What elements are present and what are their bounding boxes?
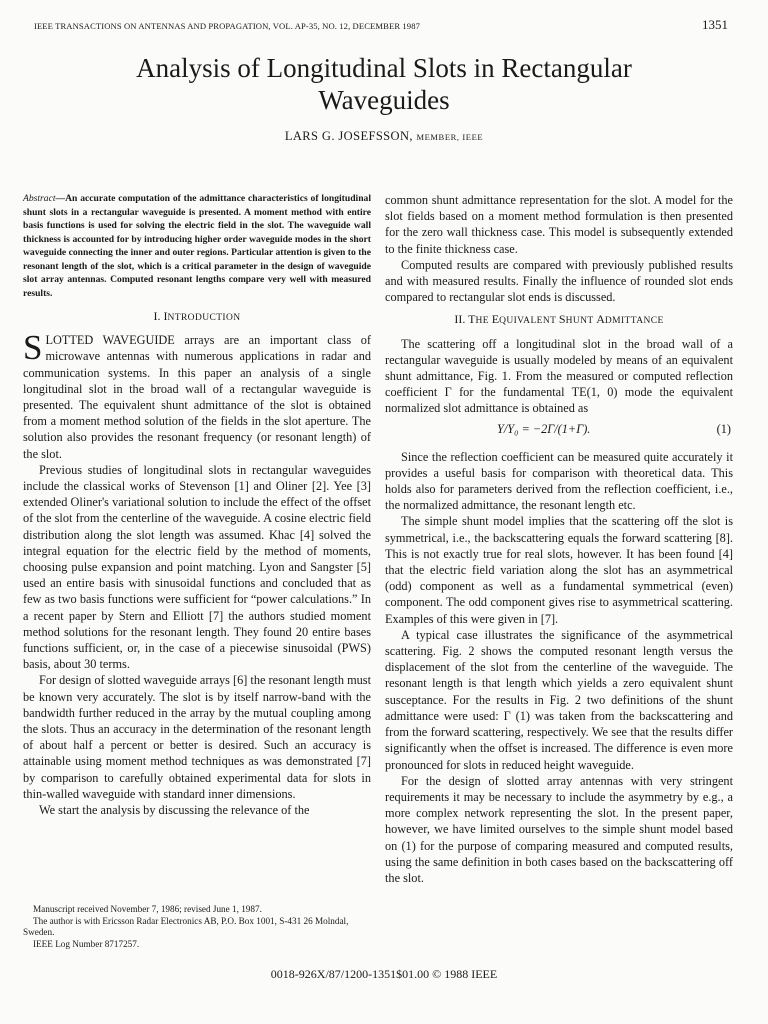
page-number: 1351: [702, 17, 728, 32]
shunt-paragraph-2: Since the reflection coefficient can be measured quite accurately it provides a useful basis for comparison with theoretical data. This holds also for parameters derived from the reflection coefficient, i.e., the normalized admittance, the resonant length etc.: [385, 449, 733, 513]
footnote-log: IEEE Log Number 8717257.: [33, 938, 140, 949]
paper-title: [40, 52, 728, 116]
section-heading-introduction: [23, 308, 371, 326]
shunt-paragraph-5: For the design of slotted array antennas with very stringent requirements it may be necessary to include the asymmetry by e.g., a more complex network representing the slot. In the present paper, however, we have limited ourselves to the simple shunt model based on (1) for the purpose of comparing measured and computed results, using the same definition in both cases based on the backscattering off the slot.: [385, 773, 733, 885]
section-rest: NTRODUCTION: [167, 313, 241, 323]
intro-paragraph-1: [23, 328, 371, 462]
section2-initial-3: S: [558, 312, 566, 327]
equation-1: [385, 421, 733, 443]
shunt-paragraph-1: The scattering off a longitudinal slot in the broad wall of a rectangular waveguide is usually modeled by means of an equivalent shunt admittance, Fig. 1. From the measured or computed reflection coefficient Γ for the fundamental TE(1, 0) mode the equivalent normalized slot admittance is obtained as: [385, 336, 733, 416]
intro-paragraph-6: Computed results are compared with previously published results and with measured results. Finally the influence of rounded slot ends compared to rectangular slot ends is discussed.: [385, 257, 733, 305]
section2-initial-4: A: [596, 312, 605, 327]
equation-body: Y/Y₀ = −2Γ/(1+Γ).: [497, 421, 591, 436]
section-heading-shunt-admittance: [385, 311, 733, 329]
abstract: [23, 192, 371, 300]
journal-header: IEEE TRANSACTIONS ON ANTENNAS AND PROPAGATION, VOL. AP-35, NO. 12, DECEMBER 1987: [34, 21, 420, 31]
section2-rest-4: DMITTANCE: [604, 316, 664, 327]
shunt-paragraph-4: A typical case illustrates the significance of the asymmetrical scattering. Fig. 2 shows the computed resonant length versus the displacement of the slot from the centerline of the waveguide. The resonant length is that length which yields a zero equivalent shunt susceptance. For the results in Fig. 2 two definitions of the shunt admittance were used: Γ (1) was taken from the backscattering and from the forward scattering, respectively. We see that the results differ significantly when the offset is increased. The difference is even more pronounced for slots in reduced height waveguide.: [385, 627, 733, 772]
drop-cap: S: [23, 328, 43, 368]
title-line-1: Analysis of Longitudinal Slots in Rectangular: [136, 53, 632, 83]
intro-paragraph-5: common shunt admittance representation for the slot. A model for the slot fields based on a moment method formulation is then presented for the zero wall thickness case. This model is subsequently extended to the finite thickness case.: [385, 193, 733, 256]
shunt-paragraph-3: The simple shunt model implies that the scattering off the slot is symmetrical, i.e., the backscattering equals the forward scattering [8]. This is not exactly true for real slots, however. It has been found [4] that the electric field variation along the slot has an asymmetrical (odd) component as well as a fundamental symmetrical (even) component. The odd component gives rise to asymmetrical scattering. Examples of this were given in [7].: [385, 514, 733, 626]
intro-paragraph-4: We start the analysis by discussing the relevance of the: [39, 803, 310, 818]
title-line-2: Waveguides: [318, 85, 450, 115]
author-name: LARS G. JOSEFSSON,: [284, 129, 413, 143]
intro-paragraph-1-text: LOTTED WAVEGUIDE arrays are an important class of microwave antennas with numerous applications in radar and communication systems. In this paper an analysis of a single longitudinal slot in the broad wall of a rectangular waveguide is presented. The equivalent shunt admittance of the slot is obtained from a moment method solution of the fields in the slot aperture. The solution also provides the resonant frequency (or resonant length) of the slot.: [23, 333, 371, 461]
section2-rest-1: HE: [475, 316, 492, 327]
abstract-text: An accurate computation of the admittance characteristics of longitudinal shunt slots in a rectangular waveguide is presented. A moment method with entire basis functions is used for solving the electric field in the slot. The waveguide wall thickness is accounted for by introducing higher order waveguide modes in the short waveguide connecting the inner and outer regions. Particular attention is given to the resonant length of the slot, which is a critical parameter in the design of waveguide slot array antennas. Computed resonant lengths compare very well with measured results.: [23, 193, 371, 299]
left-column: [23, 192, 371, 818]
section-initial: I: [163, 309, 168, 323]
abstract-dash: —: [55, 193, 66, 204]
section2-initial-1: T: [468, 312, 476, 327]
equation-number: (1): [716, 421, 731, 436]
section2-rest-3: HUNT: [565, 316, 597, 327]
intro-paragraph-3: For design of slotted waveguide arrays [6] the resonant length must be known very accurately. The slot is by itself narrow-band with the bandwidth further reduced in the array by the mutual coupling among the slots. Thus an accuracy in the determination of the resonant length of about half a percent or better is desired. Such an accuracy is attainable using moment method techniques as was demonstrated [7] by comparison to carefully obtained experimental data for slots in thin-walled waveguide with standard inner dimensions.: [23, 673, 371, 801]
abstract-lead: Abstract: [23, 193, 56, 204]
footnote-affiliation: The author is with Ericsson Radar Electronics AB, P.O. Box 1001, S-431 26 Molndal, Sweden.: [23, 915, 349, 938]
section2-numeral: II.: [454, 312, 469, 327]
author-line: [0, 129, 768, 144]
right-column: [385, 192, 733, 886]
copyright-line: 0018-926X/87/1200-1351$01.00 © 1988 IEEE: [270, 967, 498, 981]
author-role: MEMBER, IEEE: [416, 132, 484, 142]
section-numeral: I.: [153, 309, 164, 323]
section2-initial-2: E: [491, 312, 500, 327]
footnotes: [23, 904, 371, 950]
intro-paragraph-2: Previous studies of longitudinal slots in rectangular waveguides include the classical works of Stevenson [1] and Oliner [2]. Yee [3] extended Oliner's variational solution to include the effect of the offset of the slot from the centerline of the waveguide. A cosine electric field distribution along the slot length was assumed. Khac [4] solved the integral equation for the electric field by the method of moments, choosing pulse expansion and point matching. Lyon and Sangster [5] used an entire basis with sinusoidal functions and concluded that as few as two basis functions were sufficient for “power calculations.” In a recent paper by Stern and Elliott [7] the authors studied moment method solutions for the resonant length. They found 20 entire bases functions sufficient, or, in the case of a piecewise sinusoidal (PWS) basis, about 30 terms.: [23, 462, 371, 672]
footnote-received: Manuscript received November 7, 1986; revised June 1, 1987.: [33, 904, 262, 914]
section2-rest-2: QUIVALENT: [499, 316, 559, 327]
